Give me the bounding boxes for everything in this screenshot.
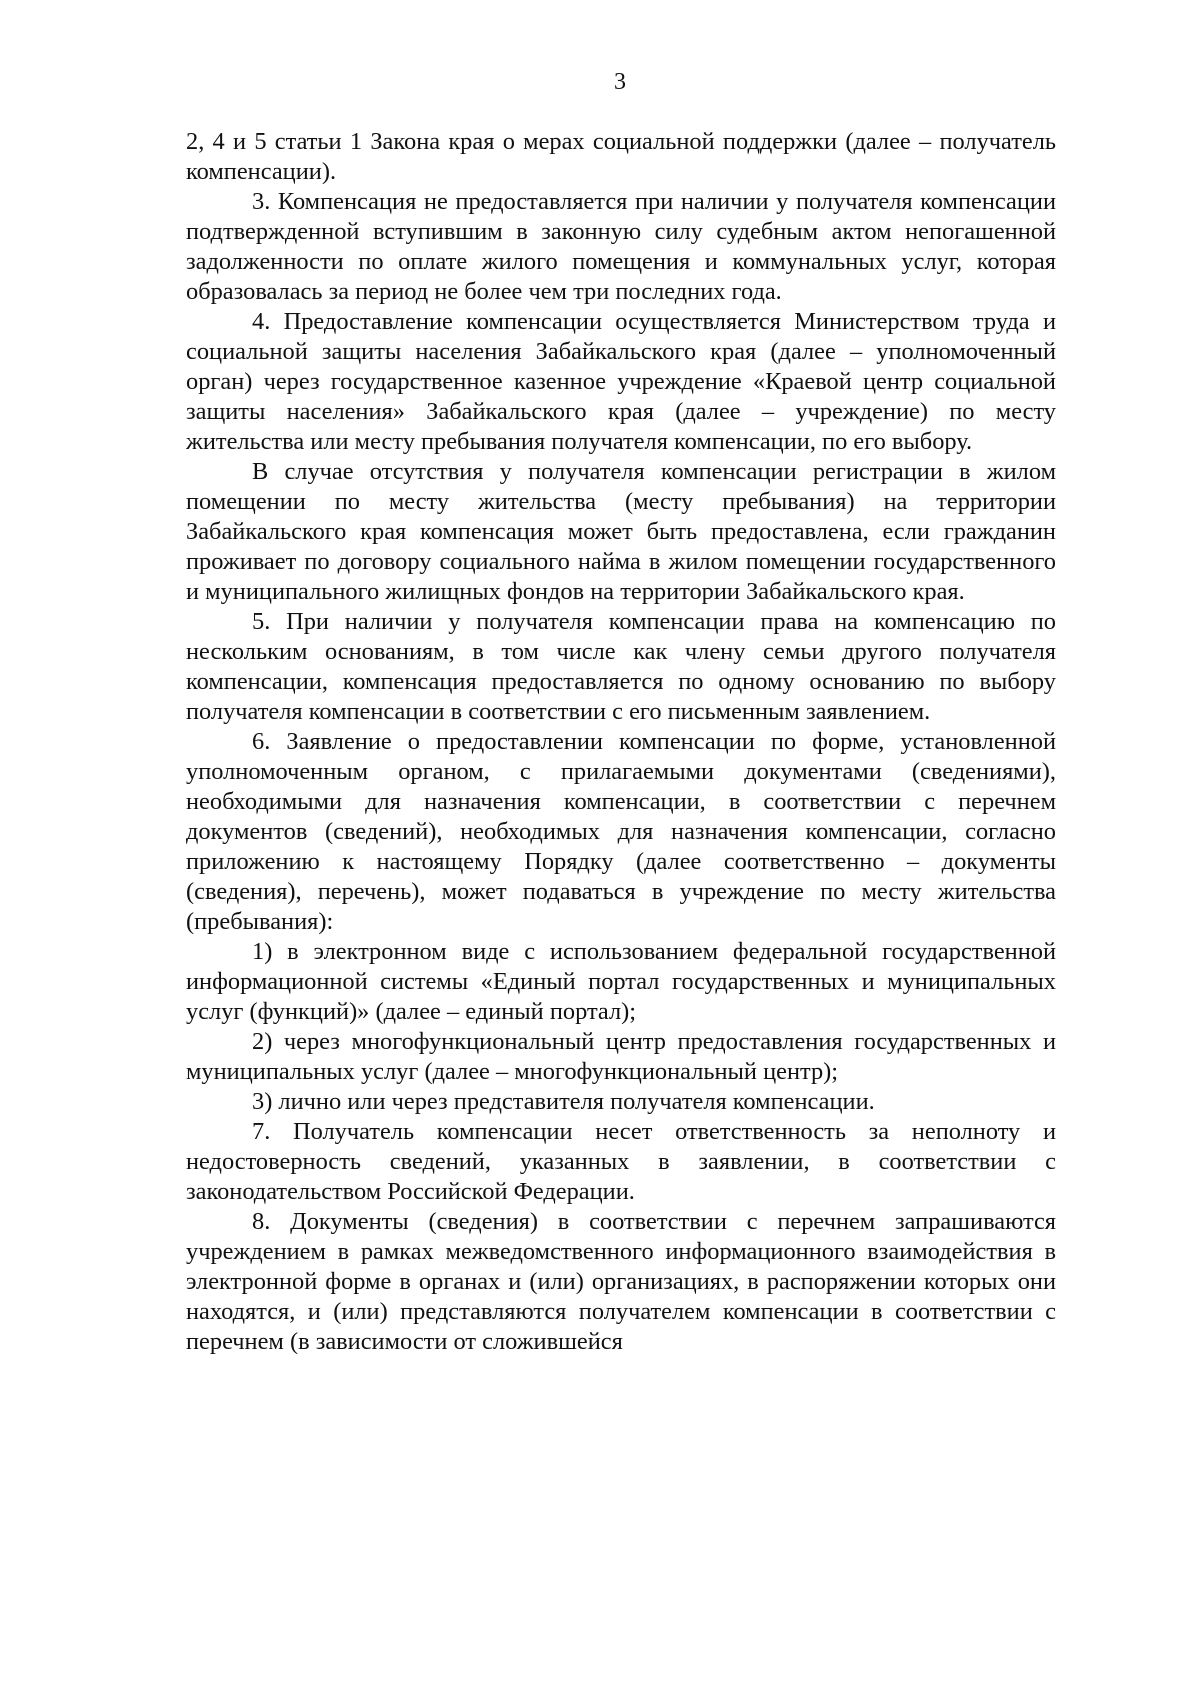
paragraph-item-3: 3. Компенсация не предоставляется при наличии у получателя компенсации подтвержденной вступившим в законную силу судебным актом непогашенной задолженности по оплате жилого помещения и коммунальных услуг, которая образовалась за период не более чем три последних года.: [186, 188, 1056, 305]
page-number: 3: [614, 69, 626, 95]
document-body: [186, 127, 1056, 1357]
subitem-2: 2) через многофункциональный центр предоставления государственных и муниципальных услуг (далее – многофункциональный центр);: [186, 1028, 1056, 1085]
subitem-1: 1) в электронном виде с использованием федеральной государственной информационной системы «Единый портал государственных и муниципальных услуг (функций)» (далее – единый портал);: [186, 938, 1056, 1025]
paragraph-item-7: 7. Получатель компенсации несет ответственность за неполноту и недостоверность сведений, указанных в заявлении, в соответствии с законодательством Российской Федерации.: [186, 1118, 1056, 1205]
paragraph-item-4: 4. Предоставление компенсации осуществляется Министерством труда и социальной защиты населения Забайкальского края (далее – уполномоченный орган) через государственное казенное учреждение «Краевой центр социальной защиты населения» Забайкальского края (далее – учреждение) по месту жительства или месту пребывания получателя компенсации, по его выбору.: [186, 308, 1056, 455]
paragraph-continuation: 2, 4 и 5 статьи 1 Закона края о мерах социальной поддержки (далее – получатель компенсации).: [186, 128, 1056, 185]
paragraph-item-8: 8. Документы (сведения) в соответствии с перечнем запрашиваются учреждением в рамках межведомственного информационного взаимодействия в электронной форме в органах и (или) организациях, в распоряжении которых они находятся, и (или) представляются получателем компенсации в соответствии с перечнем (в зависимости от сложившейся: [186, 1208, 1056, 1355]
paragraph-registration-absence: В случае отсутствия у получателя компенсации регистрации в жилом помещении по месту жительства (месту пребывания) на территории Забайкальского края компенсация может быть предоставлена, если гражданин проживает по договору социального найма в жилом помещении государственного и муниципального жилищных фондов на территории Забайкальского края.: [186, 458, 1056, 605]
subitem-3: 3) лично или через представителя получателя компенсации.: [252, 1088, 875, 1115]
paragraph-item-5: 5. При наличии у получателя компенсации права на компенсацию по нескольким основаниям, в том числе как члену семьи другого получателя компенсации, компенсация предоставляется по одному основанию по выбору получателя компенсации в соответствии с его письменным заявлением.: [186, 608, 1056, 725]
paragraph-item-6: 6. Заявление о предоставлении компенсации по форме, установленной уполномоченным органом, с прилагаемыми документами (сведениями), необходимыми для назначения компенсации, в соответствии с перечнем документов (сведений), необходимых для назначения компенсации, согласно приложению к настоящему Порядку (далее соответственно – документы (сведения), перечень), может подаваться в учреждение по месту жительства (пребывания):: [186, 728, 1056, 935]
